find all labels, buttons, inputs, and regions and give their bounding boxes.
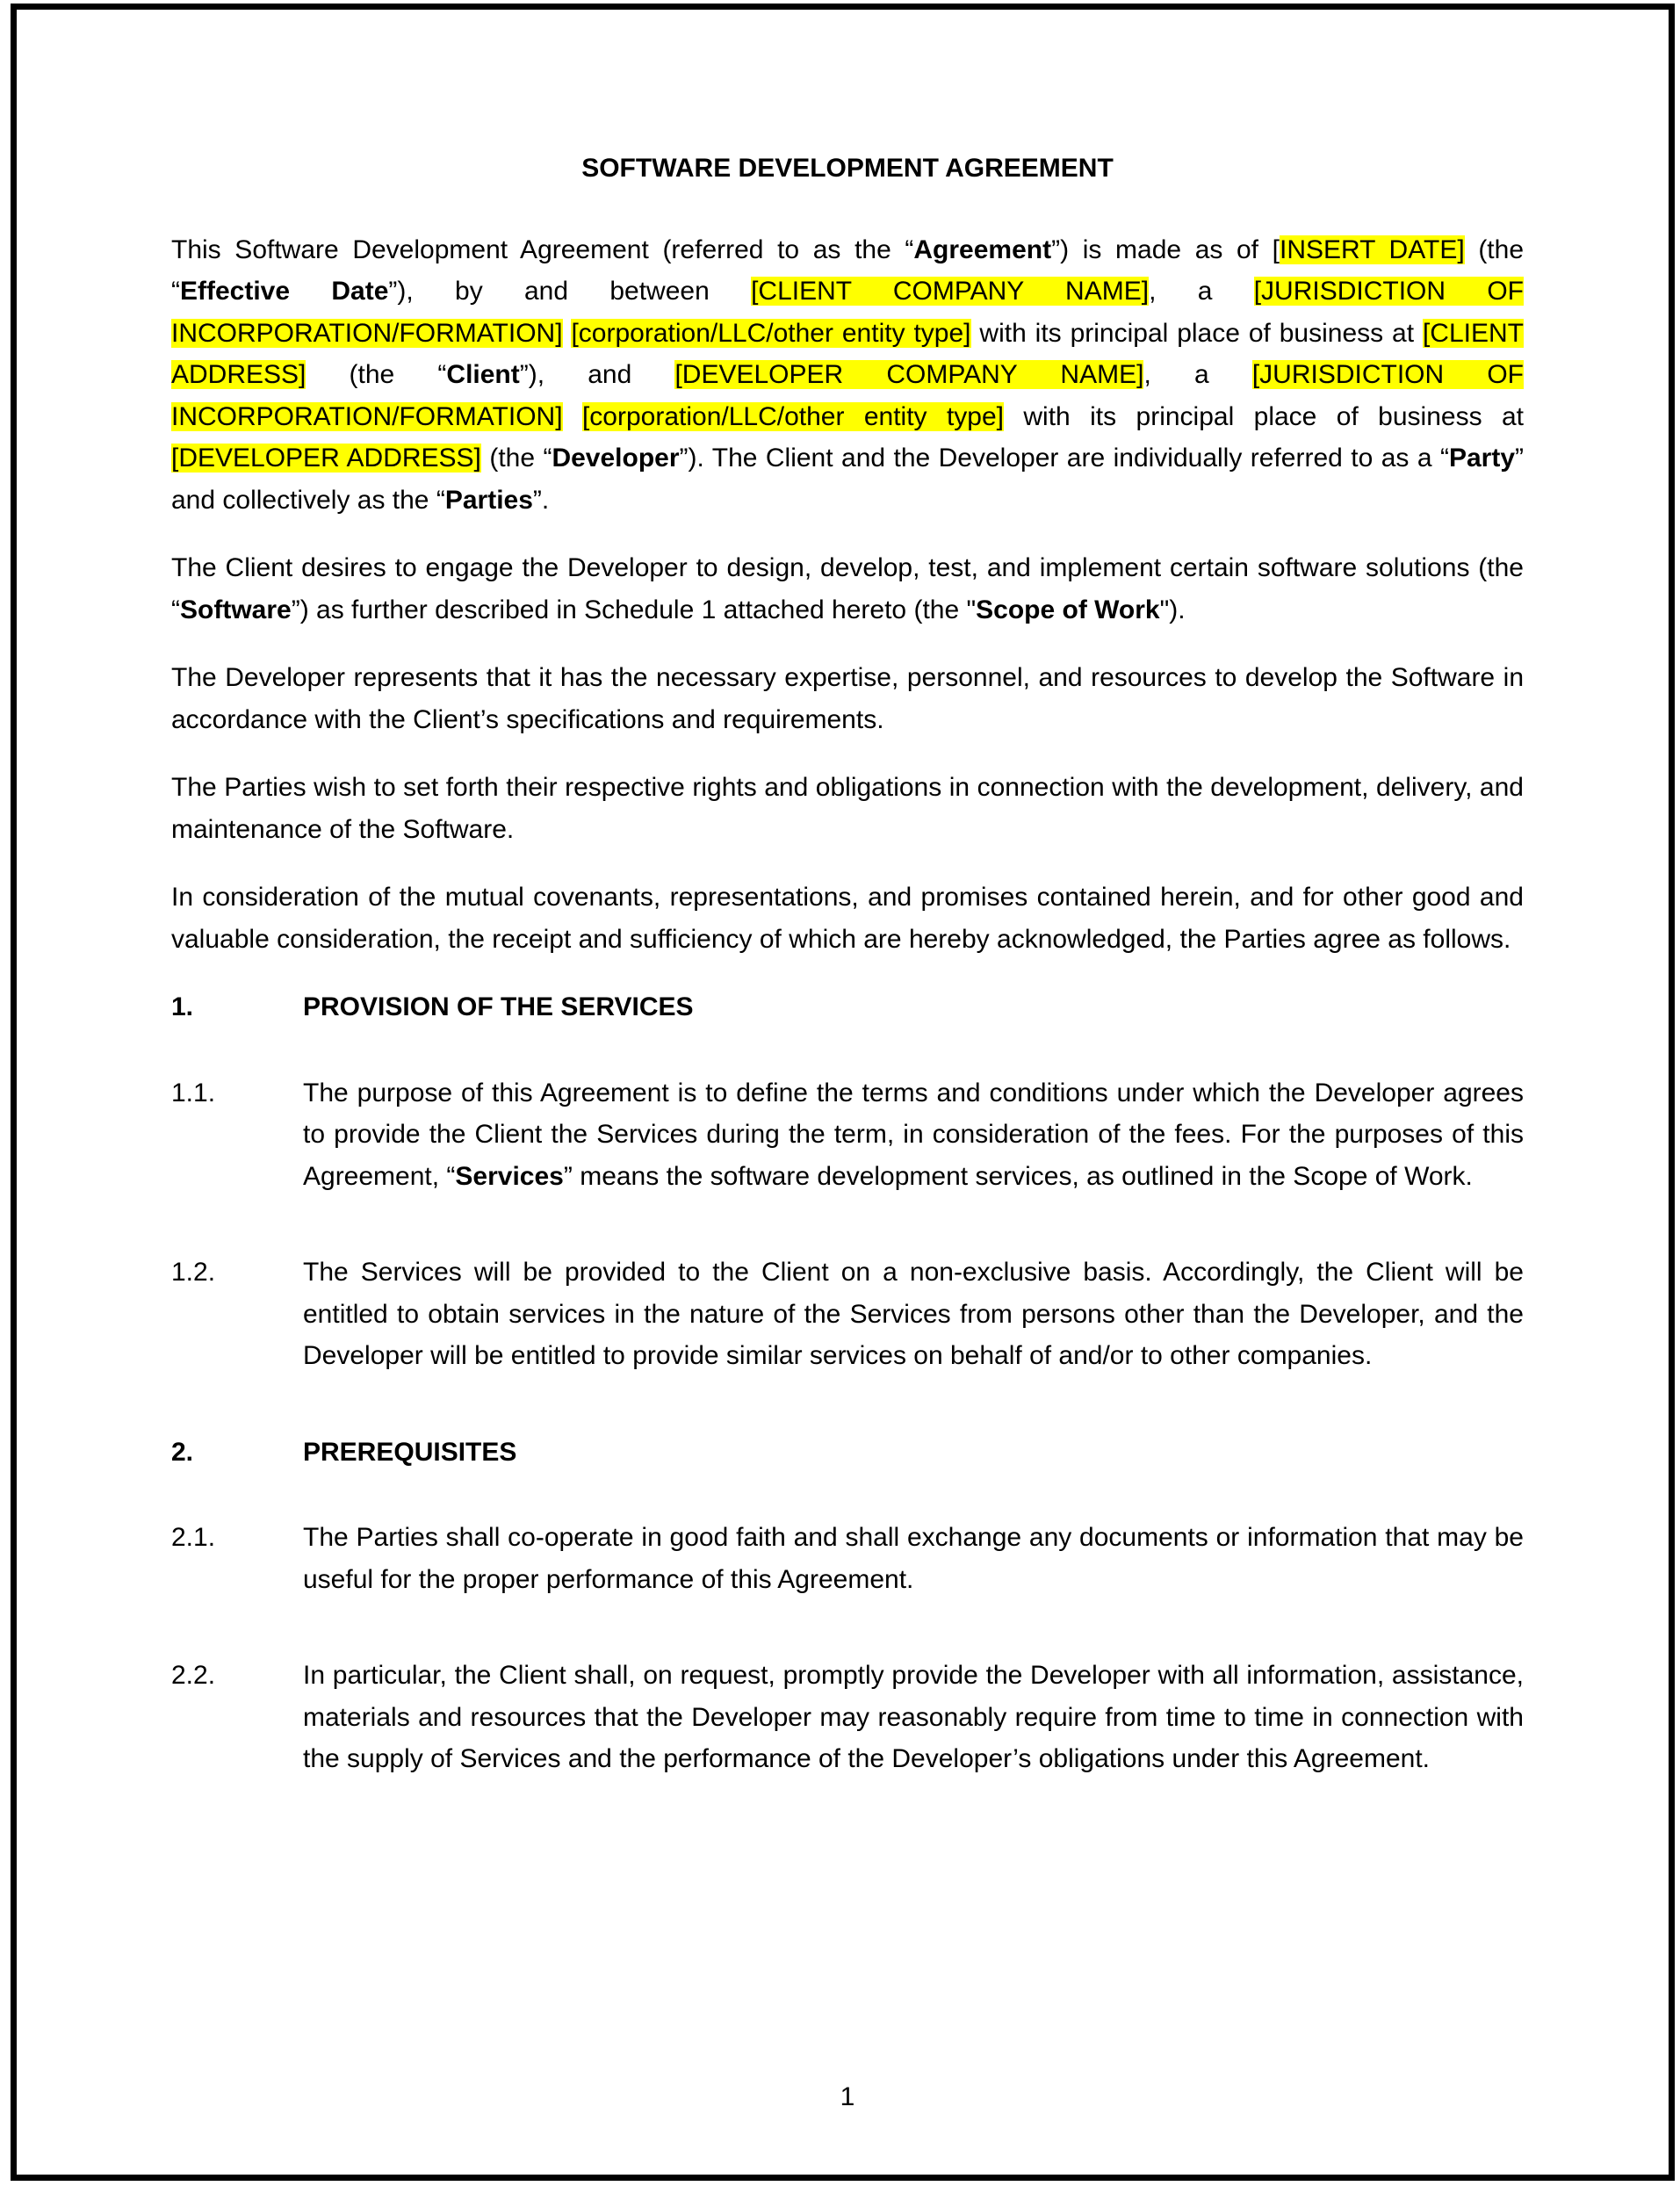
text-run: ”. — [532, 485, 550, 515]
text-run: ” and collectively as the “ — [171, 444, 1524, 515]
placeholder-highlight: [CLIENT ADDRESS] — [171, 318, 1524, 389]
placeholder-highlight: INSERT DATE] — [1280, 234, 1465, 264]
text-run: The Services will be provided to the Client on a non-exclusive basis. Accordingly, the Client will be entitled to obtain services in the nature of the Services from persons other than the Developer, and the Developer will be entitled to provide similar services on behalf of and/or to other companies. — [303, 1258, 1524, 1370]
defined-term: Client — [446, 360, 520, 389]
text-run: The Developer represents that it has the necessary expertise, personnel, and resources to develop the Software in accordance with the Client’s specifications and requirements. — [171, 663, 1524, 734]
clause-number: 1.1. — [171, 1078, 216, 1107]
text-run: , a — [1143, 360, 1252, 389]
text-run: ”) as further described in Schedule 1 attached hereto (the " — [291, 595, 977, 624]
clause-number: 2.2. — [171, 1661, 216, 1690]
numbered-clause — [171, 1252, 1524, 1377]
defined-term: Agreement — [913, 234, 1052, 264]
section-heading — [171, 1432, 1524, 1474]
text-run: In particular, the Client shall, on request, promptly provide the Developer with all information, assistance, materials and resources that the Developer may reasonably require from time to time in connection with the supply of Services and the performance of the Developer’s obligations under this Agreement. — [303, 1661, 1524, 1773]
paragraph — [171, 767, 1524, 850]
text-run: The Client desires to engage the Developer to design, develop, test, and implement certain software solutions (the “ — [171, 553, 1524, 624]
defined-term: Effective Date — [180, 277, 389, 306]
defined-term: Services — [455, 1161, 564, 1191]
text-run: ”) is made as of [ — [1051, 234, 1280, 264]
paragraph — [171, 877, 1524, 960]
section-number: 2. — [171, 1437, 194, 1467]
defined-term: Parties — [444, 485, 533, 515]
document-title: SOFTWARE DEVELOPMENT AGREEMENT — [581, 154, 1114, 183]
page-number: 1 — [840, 2081, 855, 2111]
text-run: ” means the software development services, as outlined in the Scope of Work. — [563, 1161, 1473, 1191]
defined-term: Software — [180, 595, 292, 624]
text-run: This Software Development Agreement (referred to as the “ — [171, 234, 914, 264]
text-run: with its principal place of business at — [970, 318, 1423, 348]
placeholder-highlight: [corporation/LLC/other entity type] — [571, 318, 971, 348]
placeholder-highlight: [DEVELOPER ADDRESS] — [171, 444, 481, 473]
text-run: The Parties wish to set forth their respective rights and obligations in connection with the development, delivery, and maintenance of the Software. — [171, 773, 1524, 844]
paragraph — [171, 229, 1524, 522]
text-run: "). — [1159, 595, 1186, 624]
defined-term: Party — [1448, 444, 1515, 473]
defined-term: Developer — [552, 444, 680, 473]
placeholder-highlight: [JURISDICTION OF INCORPORATION/FORMATION] — [171, 360, 1524, 431]
clause-text — [303, 1252, 1524, 1377]
text-run: ”), by and between — [388, 277, 752, 306]
clause-text — [303, 1072, 1524, 1198]
text-run — [563, 319, 572, 348]
document-body — [171, 229, 1524, 1780]
section-heading-label: PROVISION OF THE SERVICES — [303, 992, 694, 1021]
clause-number: 1.2. — [171, 1258, 216, 1287]
placeholder-highlight: [DEVELOPER COMPANY NAME] — [674, 360, 1144, 389]
clause-text — [303, 1517, 1524, 1600]
clause-number: 2.1. — [171, 1523, 216, 1552]
text-run: The Parties shall co-operate in good faith and shall exchange any documents or information that may be useful for the proper performance of this Agreement. — [303, 1523, 1524, 1594]
paragraph — [171, 657, 1524, 740]
text-run: ”), and — [519, 360, 675, 389]
placeholder-highlight: [CLIENT COMPANY NAME] — [751, 277, 1150, 306]
text-run: ”). The Client and the Developer are individually referred to as a “ — [679, 444, 1449, 473]
text-run: The purpose of this Agreement is to define the terms and conditions under which the Developer agrees to provide the Client the Services during the term, in consideration of the fees. For the purposes of this Agreement, “ — [303, 1078, 1524, 1191]
text-run: with its principal place of business at — [1004, 401, 1524, 431]
text-run: (the “ — [480, 444, 552, 473]
text-run: , a — [1149, 277, 1254, 306]
section-number: 1. — [171, 992, 194, 1021]
text-run: (the “ — [306, 360, 447, 389]
placeholder-highlight: [corporation/LLC/other entity type] — [581, 401, 1004, 431]
defined-term: Scope of Work — [976, 595, 1160, 624]
paragraph — [171, 547, 1524, 631]
numbered-clause — [171, 1072, 1524, 1198]
section-heading — [171, 986, 1524, 1028]
numbered-clause — [171, 1517, 1524, 1600]
placeholder-highlight: [JURISDICTION OF INCORPORATION/FORMATION] — [171, 277, 1524, 348]
text-run: In consideration of the mutual covenants, representations, and promises contained herein, and for other good and valuable consideration, the receipt and sufficiency of which are hereby acknowledged, the Parties agree as follows. — [171, 883, 1524, 954]
text-run: (the “ — [171, 234, 1525, 306]
section-heading-label: PREREQUISITES — [303, 1437, 517, 1467]
text-run — [563, 402, 582, 431]
clause-text — [303, 1655, 1524, 1780]
numbered-clause — [171, 1655, 1524, 1780]
